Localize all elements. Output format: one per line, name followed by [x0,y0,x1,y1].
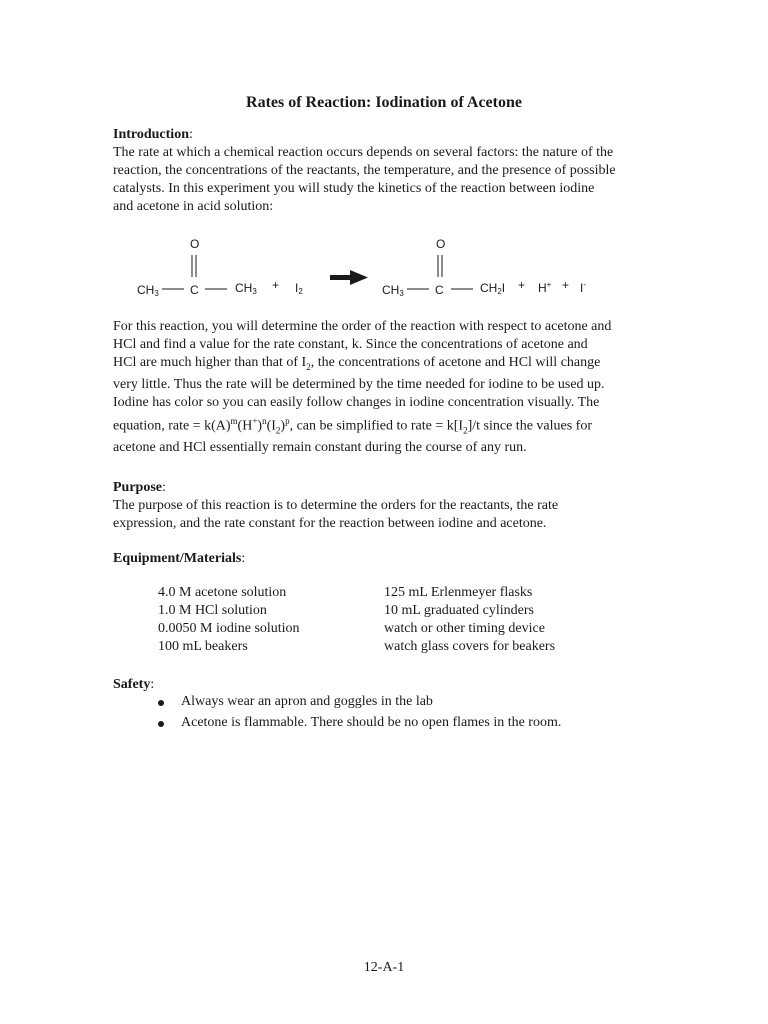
equipment-item: 0.0050 M iodine solution [158,621,300,636]
intro-line-2: reaction, the concentrations of the reactants, the temperature, and the presence of possible [113,163,616,178]
page-title: Rates of Reaction: Iodination of Acetone [246,94,522,111]
purpose-section [113,479,658,533]
left-plus-sign: + [272,278,280,292]
reaction-equation-diagram [0,230,768,305]
safety-heading: Safety [113,677,151,692]
intro-line-1: The rate at which a chemical reaction occurs depends on several factors: the nature of the [113,145,614,160]
hydrogen-ion: H+ [538,280,552,295]
right-carbon: C [435,283,444,297]
reaction-arrow [330,270,368,285]
introduction-heading: Introduction [113,127,189,142]
equipment-item: 4.0 M acetone solution [158,585,287,600]
equipment-item: watch or other timing device [384,621,545,636]
para2-line-2: HCl and find a value for the rate constant, k. Since the concentrations of acetone and [113,337,588,352]
iodine-reactant: I2 [295,281,303,296]
document-page: Rates of Reaction: Iodination of Acetone Introduction: The rate at which a chemical reaction occurs depends on several factors: the nature of the reaction, the concentrations of the reactants, the temperature, and the presence of possible catalysts. In this experiment you will study the kinetics of the reaction between iodine and acetone in acid solution: O CH3 C CH3 + I2 O CH3 C CH2I + H+ + I- For this reaction, you will determine the order of the reaction with respect to acetone and HCl and find a value for the rate constant, k. Since the concentrations of acetone and HCl are much higher than that of $I_2$, the concentrations of acetone and HCl will change very little. Thus the rate will be determined by the time needed for iodine to be used up. Iodine has color so you can easily follow changes in iodine concentration visually. The equation, rate = $k(A)^m(H^+)^n(I_2)^p$, can be simplified to rate = $k[I_2]/t$ since the values for acetone and HCl essentially remain constant during the course of any run. Purpose: The purpose of this reaction is to determine the orders for the reactants, the rate expression, and the rate constant for the reaction between iodine and acetone. Equipment/Materials: 4.0 M acetone solution 1.0 M HCl solution 0.0050 M iodine solution 100 mL beakers 125 mL Erlenmeyer flasks 10 mL graduated cylinders watch or other timing device watch glass covers for beakers Safety: Always wear an apron and goggles in the lab Acetone is flammable. There should be no open flames in the room. 12-A-1 [0,0,768,1024]
iodide-ion: I- [580,280,587,295]
equipment-item: 125 mL Erlenmeyer flasks [384,585,533,600]
equipment-heading-line: Equipment/Materials: [113,551,246,566]
left-carbonyl-oxygen: O [190,237,200,251]
page-number: 12-A-1 [363,960,405,975]
right-ch3: CH3 [382,283,404,298]
equipment-item: 10 mL graduated cylinders [384,603,534,618]
safety-heading-line: Safety: [113,677,155,692]
right-plus-sign-2: + [562,278,570,292]
para2-line-1: For this reaction, you will determine the order of the reaction with respect to acetone and [113,319,612,334]
equipment-item: 100 mL beakers [158,639,248,654]
left-carbon: C [190,283,199,297]
para2-line-5: Iodine has color so you can easily follow changes in iodine concentration visually. The [113,394,600,410]
equipment-heading: Equipment/Materials [113,551,242,566]
purpose-heading-line: Purpose: [113,480,166,495]
right-carbonyl-oxygen: O [436,237,446,251]
para2-line-7: acetone and HCl essentially remain constant during the course of any run. [113,440,527,456]
intro-line-3: catalysts. In this experiment you will study the kinetics of the reaction between iodine [113,181,595,196]
introduction-heading-line [113,126,658,144]
intro-line-4: and acetone in acid solution: [113,199,274,214]
rate-equation-line: equation, rate = $k(A)^m(H^+)^n(I_2)^p$, can be simplified to rate = $k[I_2]/t$ since the values for [113,415,592,436]
right-ch2i: CH2I [480,281,506,296]
reaction-explanation [113,318,658,457]
purpose-line-1: The purpose of this reaction is to determine the orders for the reactants, the rate [113,498,559,513]
purpose-heading: Purpose [113,480,162,495]
para2-line-4: very little. Thus the rate will be determined by the time needed for iodine to be used up. [113,376,605,392]
right-plus-sign-1: + [518,278,526,292]
introduction-section [113,126,658,216]
left-ch3-first: CH3 [137,283,159,298]
introduction-colon: : [188,127,193,142]
para2-line-3: HCl are much higher than that of $I_2$, the concentrations of acetone and HCl will change [113,355,601,372]
equipment-item: 1.0 M HCl solution [158,603,267,618]
bullet-icon [158,700,164,706]
equipment-item: watch glass covers for beakers [384,639,556,654]
bullet-icon [158,721,164,727]
left-ch3-second: CH3 [235,281,257,296]
purpose-line-2: expression, and the rate constant for the reaction between iodine and acetone. [113,516,547,531]
